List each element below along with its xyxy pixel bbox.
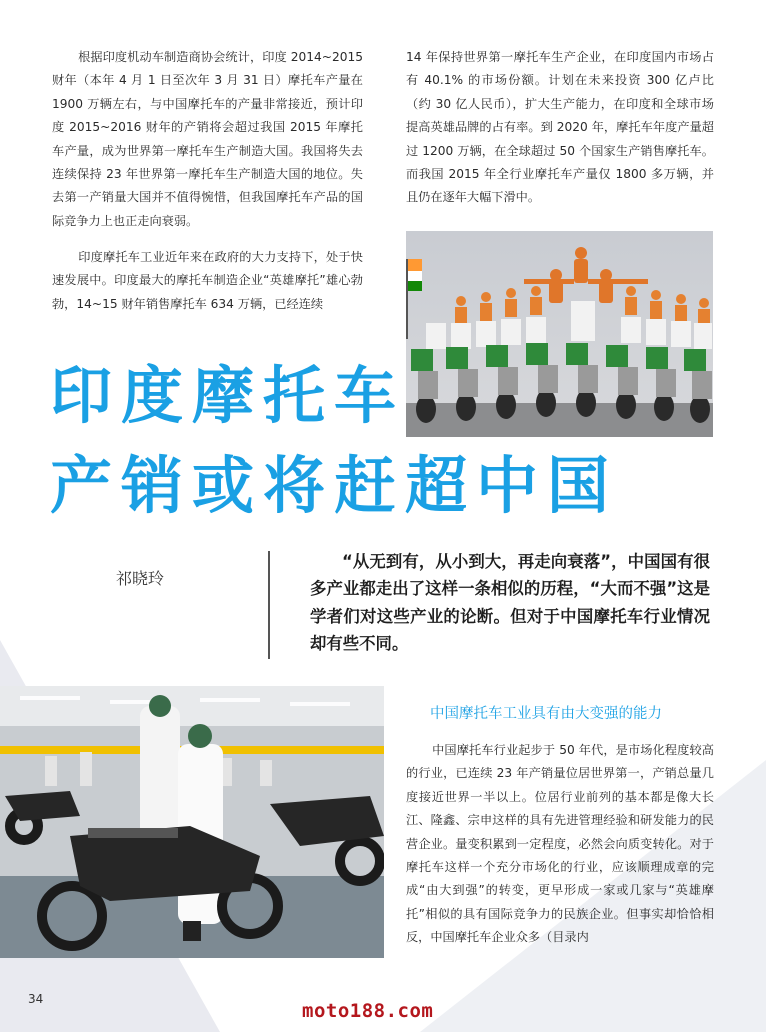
body-paragraph-2: 印度摩托车工业近年来在政府的大力支持下，处于快速发展中。印度最大的摩托车制造企业“英雄摩托”雄心勃勃，14~15 财年销售摩托车 634 万辆，已经连续 [52, 250, 363, 311]
author-name: 祁晓玲 [116, 569, 165, 588]
body-paragraph-1: 根据印度机动车制造商协会统计，印度 2014~2015 财年（本年 4 月 1 日至次年 3 月 31 日）摩托车产量在 1900 万辆左右，与中国摩托车的产量非常接近，预计印度 2015~2016 财年的产销将会超过我国 2015 年摩托车产量，成为世界第一摩托车生产制造大国。我国将失去连续保持 23 年世界第一摩托车生产制造大国的地位。失去第一产销量大国并不值得惋惜，但我国摩托车产品的国际竞争力上也正走向衰弱。 [52, 50, 363, 228]
lead-paragraph: “从无到有，从小到大，再走向衰落”，中国国有很多产业都走出了这样一条相似的历程，“大而不强”这是学者们对这些产业的论断。但对于中国摩托车行业情况却有些不同。 [310, 552, 710, 654]
section-subheading: 中国摩托车工业具有由大变强的能力 [430, 706, 662, 722]
page-number: 34 [28, 992, 44, 1006]
motorcycle-stunt-photo [406, 231, 713, 437]
body-paragraph-4: 中国摩托车行业起步于 50 年代，是市场化程度较高的行业，已连续 23 年产销量位居世界第一，产销总量几度接近世界一半以上。位居行业前列的基本都是像大长江、隆鑫、宗申这样的具有先进管理经验和研发能力的民营企业。量变积累到一定程度，必然会向质变转化。对于摩托车这样一个充分市场化的行业，应该顺理成章的完成“由大到强”的转变，更早形成一家或几家与“英雄摩托”相似的具有国际竞争力的民族企业。但事实却恰恰相反，中国摩托车企业众多（目录内 [406, 743, 714, 945]
body-paragraph-3: 14 年保持世界第一摩托车生产企业，在印度国内市场占有 40.1% 的市场份额。计划在未来投资 300 亿卢比（约 30 亿人民币），扩大生产能力，在印度和全球市场提高英雄品牌的占有率。到 2020 年，摩托车年度产量超过 1200 万辆，在全球超过 50 个国家生产销售摩托车。而我国 2015 年全行业摩托车产量仅 1800 多万辆，并且仍在逐年大幅下滑中。 [406, 50, 714, 205]
headline-line-2: 产销或将赶超中国 [50, 449, 619, 522]
factory-assembly-photo [0, 686, 384, 958]
lead-divider [268, 551, 270, 659]
site-watermark: moto188.com [302, 1000, 434, 1022]
headline-line-1: 印度摩托车 [50, 359, 406, 432]
